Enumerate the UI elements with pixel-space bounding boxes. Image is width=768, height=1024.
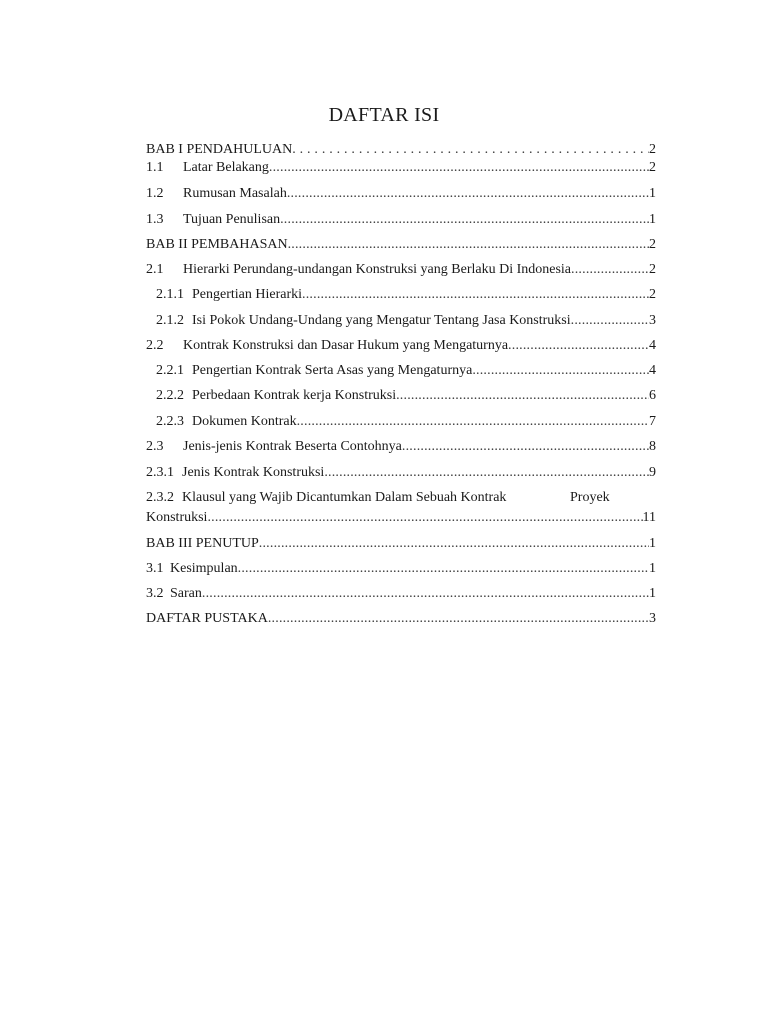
toc-entry-page: 2 (649, 237, 656, 252)
toc-entry-page: 9 (649, 465, 656, 480)
toc-entry-number: 2.3 (146, 439, 164, 454)
toc-leader (402, 437, 649, 457)
toc-entry-number: 1.2 (146, 186, 164, 201)
toc-entry-page: 3 (649, 611, 656, 626)
toc-entry-title-end: Proyek (570, 490, 610, 505)
toc-entry-title: Perbedaan Kontrak kerja Konstruksi (192, 388, 397, 403)
toc-entry-number: 2.2 (146, 338, 164, 353)
toc-leader (202, 584, 649, 604)
toc-entry-page: 4 (649, 363, 656, 378)
toc-entry-2-2-1[interactable] (146, 361, 656, 381)
toc-entry-title: BAB I PENDAHULUAN (146, 142, 293, 157)
toc-entry-number: 2.2.1 (156, 363, 184, 378)
toc-entry-2-3[interactable] (146, 437, 656, 457)
toc-entry-number: 3.1 (146, 561, 164, 576)
toc-entry-2-3-2-line2[interactable] (146, 508, 656, 528)
toc-leader (324, 463, 649, 483)
toc-entry-page: 6 (649, 388, 656, 403)
toc-entry-title: Kontrak Konstruksi dan Dasar Hukum yang Mengaturnya (183, 338, 509, 353)
toc-entry-title: Pengertian Kontrak Serta Asas yang Mengaturnya (192, 363, 473, 378)
toc-entry-title: Tujuan Penulisan (183, 212, 281, 227)
toc-entry-number: 2.1 (146, 262, 164, 277)
toc-entry-title: BAB III PENUTUP (146, 536, 259, 551)
toc-entry-title: Rumusan Masalah (183, 186, 287, 201)
toc-entry-number: 2.3.2 (146, 490, 174, 505)
toc-entry-1-3[interactable] (146, 210, 656, 230)
toc-entry-page: 2 (649, 160, 656, 175)
toc-entry-page: 1 (649, 186, 656, 201)
toc-entry-2-2-2[interactable] (146, 386, 656, 406)
toc-leader (571, 311, 649, 331)
toc-entry-1-1[interactable] (146, 158, 656, 178)
toc-entry-3-2[interactable] (146, 584, 656, 604)
toc-entry-title: Dokumen Kontrak (192, 414, 297, 429)
toc-leader (268, 609, 649, 629)
toc-entry-page: 1 (649, 212, 656, 227)
toc-entry-page: 1 (649, 536, 656, 551)
toc-entry-2-3-1[interactable] (146, 463, 656, 483)
toc-entry-number: 1.1 (146, 160, 164, 175)
toc-entry-daftar-pustaka[interactable] (146, 609, 656, 629)
toc-entry-bab-3[interactable] (146, 534, 656, 554)
toc-leader (297, 412, 649, 432)
toc-leader (238, 559, 649, 579)
toc-leader (508, 336, 649, 356)
toc-entry-bab-1[interactable] (146, 140, 656, 160)
toc-leader (207, 508, 642, 528)
toc-entry-number: 2.2.2 (156, 388, 184, 403)
toc-entry-title: Jenis-jenis Kontrak Beserta Contohnya (183, 439, 402, 454)
toc-entry-bab-2[interactable] (146, 235, 656, 255)
toc-entry-2-1-1[interactable] (146, 285, 656, 305)
toc-entry-2-1[interactable] (146, 260, 656, 280)
toc-entry-page: 7 (649, 414, 656, 429)
toc-entry-number: 1.3 (146, 212, 164, 227)
toc-entry-page: 1 (649, 561, 656, 576)
toc-leader (302, 285, 649, 305)
toc-entry-page: 1 (649, 586, 656, 601)
toc-entry-page: 2 (649, 287, 656, 302)
toc-entry-page: 2 (649, 142, 656, 157)
toc-entry-title: Pengertian Hierarki (192, 287, 303, 302)
toc-entry-title: Latar Belakang (183, 160, 269, 175)
toc-leader (269, 158, 649, 178)
toc-entry-title: Hierarki Perundang-undangan Konstruksi yang Berlaku Di Indonesia (183, 262, 572, 277)
toc-entry-number: 2.3.1 (146, 465, 174, 480)
toc-leader (288, 235, 649, 255)
table-of-contents (146, 0, 656, 1024)
toc-entry-2-2-3[interactable] (146, 412, 656, 432)
toc-leader (292, 140, 649, 160)
toc-entry-title: Konstruksi (146, 510, 208, 525)
toc-entry-number: 2.1.2 (156, 313, 184, 328)
toc-entry-page: 11 (642, 510, 656, 525)
toc-entry-title: DAFTAR PUSTAKA (146, 611, 268, 626)
toc-entry-2-2[interactable] (146, 336, 656, 356)
toc-entry-page: 4 (649, 338, 656, 353)
toc-entry-title: Jenis Kontrak Konstruksi (182, 465, 325, 480)
toc-entry-title: Isi Pokok Undang-Undang yang Mengatur Tentang Jasa Konstruksi (192, 313, 571, 328)
toc-entry-page: 8 (649, 439, 656, 454)
page-title: DAFTAR ISI (328, 104, 440, 126)
toc-leader (280, 210, 649, 230)
toc-entry-page: 3 (649, 313, 656, 328)
toc-entry-2-1-2[interactable] (146, 311, 656, 331)
toc-entry-page: 2 (649, 262, 656, 277)
toc-entry-number: 2.2.3 (156, 414, 184, 429)
toc-leader (472, 361, 649, 381)
toc-entry-number: 3.2 (146, 586, 164, 601)
toc-leader (287, 184, 649, 204)
toc-entry-title: Klausul yang Wajib Dicantumkan Dalam Sebuah Kontrak (182, 490, 507, 505)
toc-entry-title: BAB II PEMBAHASAN (146, 237, 288, 252)
toc-leader (571, 260, 649, 280)
toc-leader (396, 386, 649, 406)
toc-entry-3-1[interactable] (146, 559, 656, 579)
toc-entry-1-2[interactable] (146, 184, 656, 204)
toc-entry-title: Kesimpulan (170, 561, 238, 576)
toc-entry-2-3-2-line1[interactable] (146, 488, 656, 508)
toc-entry-title: Saran (170, 586, 202, 601)
toc-entry-number: 2.1.1 (156, 287, 184, 302)
toc-leader (259, 534, 649, 554)
